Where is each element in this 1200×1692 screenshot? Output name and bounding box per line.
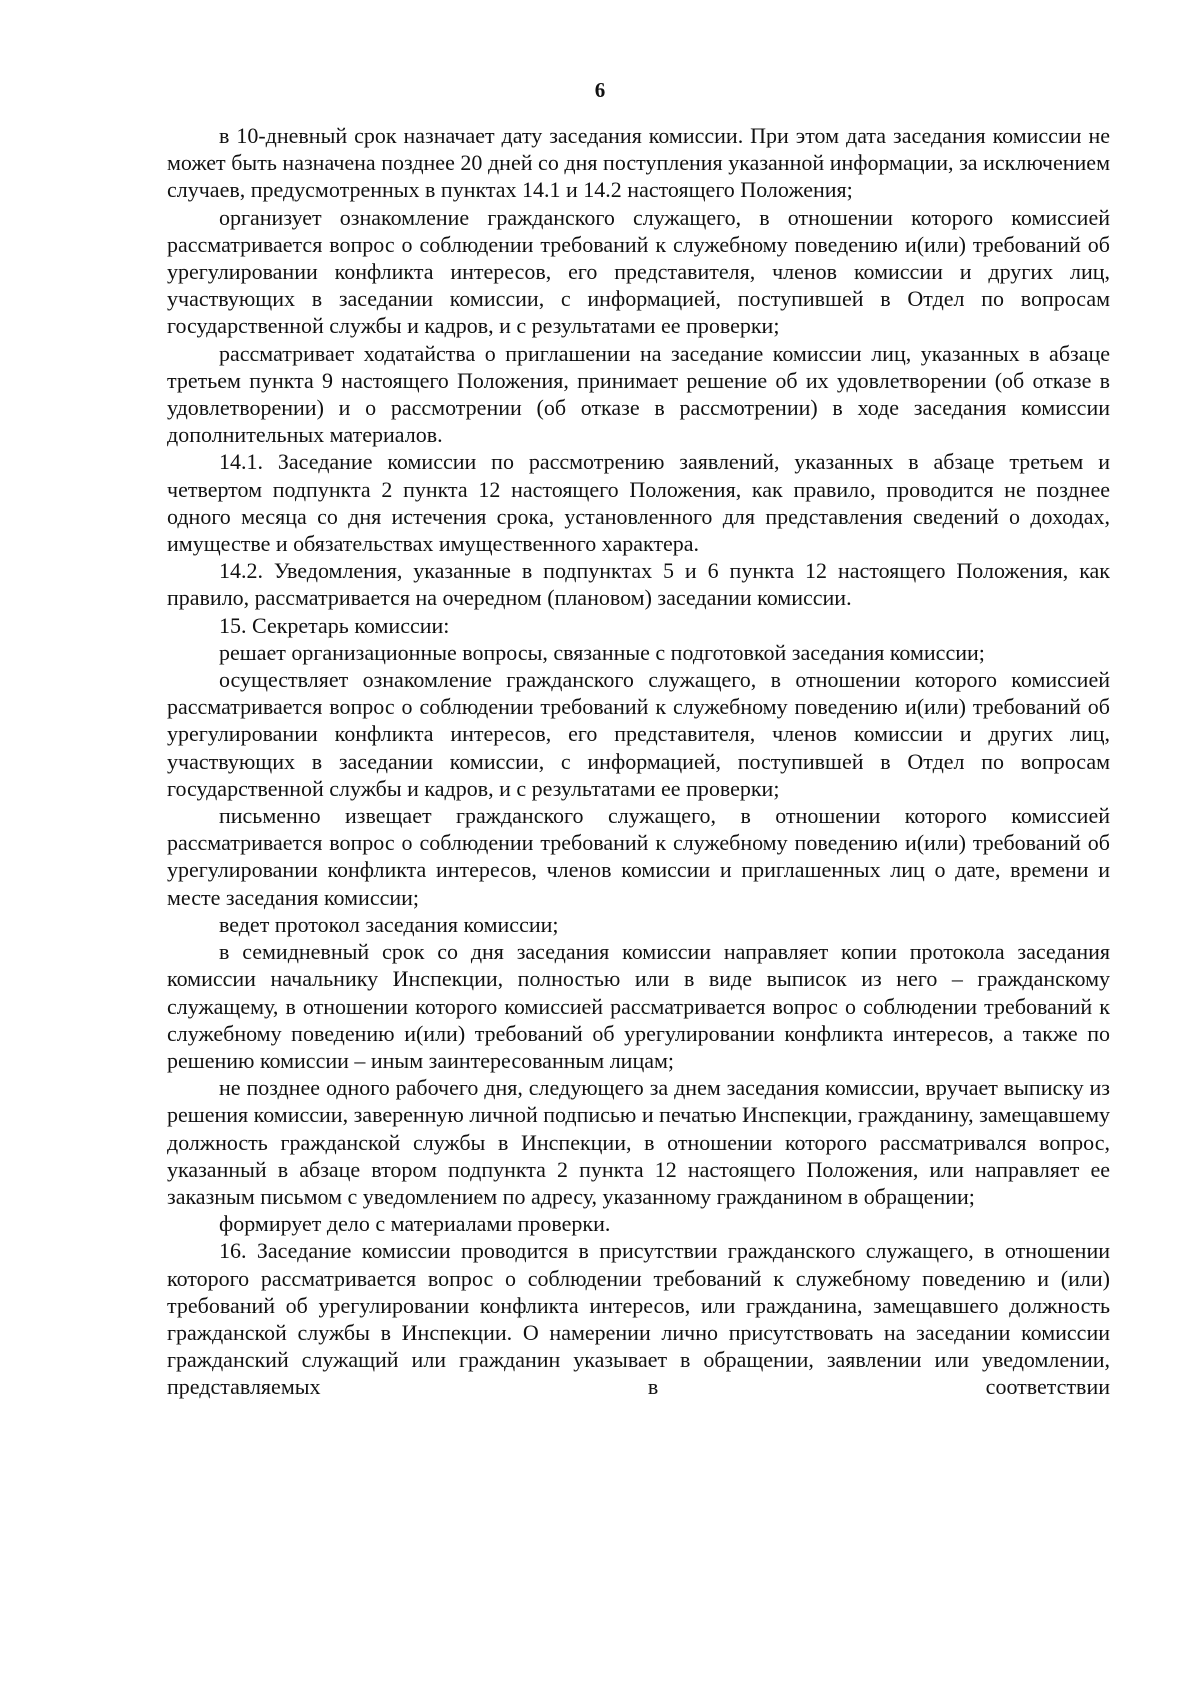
paragraph-secretary-familiarization: осуществляет ознакомление гражданского служащего, в отношении которого комиссией рассматривается вопрос о соблюдении требований к служебному поведению и(или) требований об урегулировании конфликта интересов, его представителя, членов комиссии и других лиц, участвующих в заседании комиссии, с информацией, поступившей в Отдел по вопросам государственной службы и кадров, и с результатами ее проверки; (167, 667, 1110, 801)
paragraph-secretary-forms-case: формирует дело с материалами проверки. (219, 1211, 611, 1237)
page-number: 6 (594, 78, 606, 102)
document-body (167, 122, 1110, 1401)
paragraph-14-2: 14.2. Уведомления, указанные в подпунктах 5 и 6 пункта 12 настоящего Положения, как правило, рассматривается на очередном (плановом) заседании комиссии. (167, 558, 1110, 611)
paragraph-organize-familiarization: организует ознакомление гражданского служащего, в отношении которого комиссией рассматривается вопрос о соблюдении требований к служебному поведению и(или) требований об урегулировании конфликта интересов, его представителя, членов комиссии и других лиц, участвующих в заседании комиссии, с информацией, поступившей в Отдел по вопросам государственной службы и кадров, и с результатами ее проверки; (167, 204, 1110, 339)
paragraph-secretary-organizational: решает организационные вопросы, связанные с подготовкой заседания комиссии; (219, 639, 985, 665)
paragraph-secretary-notifies: письменно извещает гражданского служащего, в отношении которого комиссией рассматривается вопрос о соблюдении требований к служебному поведению и(или) требований об урегулировании конфликта интересов, членов комиссии и приглашенных лиц о дате, времени и месте заседания комиссии; (167, 803, 1110, 910)
paragraph-secretary-protocol: ведет протокол заседания комиссии; (219, 911, 559, 937)
paragraph-15-heading: 15. Секретарь комиссии: (219, 612, 450, 638)
paragraph-14-1: 14.1. Заседание комиссии по рассмотрению заявлений, указанных в абзаце третьем и четвертом подпункта 2 пункта 12 настоящего Положения, как правило, проводится не позднее одного месяца со дня истечения срока, установленного для представления сведений о доходах, имуществе и обязательствах имущественного характера. (167, 449, 1110, 557)
paragraph-16: 16. Заседание комиссии проводится в присутствии гражданского служащего, в отношении которого рассматривается вопрос о соблюдении требований к служебному поведению и (или) требований об урегулировании конфликта интересов, или гражданина, замещавшего должность гражданской службы в Инспекции. О намерении лично присутствовать на заседании комиссии гражданский служащий или гражданин указывает в обращении, заявлении или уведомлении, представляемых в соответствии (167, 1238, 1110, 1400)
paragraph-schedule-meeting: в 10-дневный срок назначает дату заседания комиссии. При этом дата заседания комиссии не может быть назначена позднее 20 дней со дня поступления указанной информации, за исключением случаев, предусмотренных в пунктах 14.1 и 14.2 настоящего Положения; (167, 123, 1110, 203)
paragraph-secretary-hands-extract: не позднее одного рабочего дня, следующего за днем заседания комиссии, вручает выписку из решения комиссии, заверенную личной подписью и печатью Инспекции, гражданину, замещавшему должность гражданской службы в Инспекции, в отношении которого рассматривался вопрос, указанный в абзаце втором подпункта 2 пункта 12 настоящего Положения, или направляет ее заказным письмом с уведомлением по адресу, указанному гражданином в обращении; (167, 1075, 1110, 1209)
paragraph-consider-petitions: рассматривает ходатайства о приглашении на заседание комиссии лиц, указанных в абзаце третьем пункта 9 настоящего Положения, принимает решение об их удовлетворении (об отказе в удовлетворении) и о рассмотрении (об отказе в рассмотрении) в ходе заседания комиссии дополнительных материалов. (167, 340, 1110, 448)
paragraph-secretary-sends-copies: в семидневный срок со дня заседания комиссии направляет копии протокола заседания комиссии начальнику Инспекции, полностью или в виде выписок из него – гражданскому служащему, в отношении которого комиссией рассматривается вопрос о соблюдении требований к служебному поведению и(или) требований об урегулировании конфликта интересов, а также по решению комиссии – иным заинтересованным лицам; (167, 939, 1110, 1073)
